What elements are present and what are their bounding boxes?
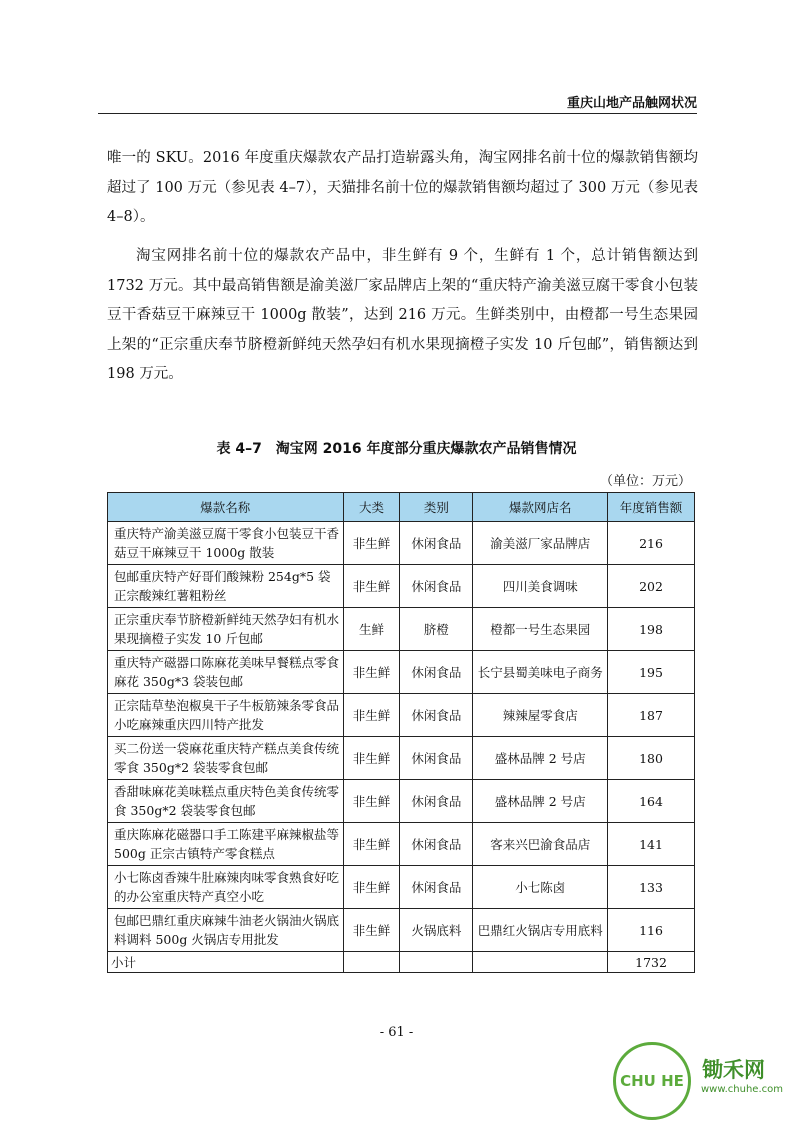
col-header-category: 类别 [400, 493, 473, 522]
cell-shop: 客来兴巴渝食品店 [473, 823, 608, 866]
cell-shop: 长宁县蜀美味电子商务 [473, 651, 608, 694]
cell-category: 休闲食品 [400, 780, 473, 823]
cell-shop: 盛林品牌 2 号店 [473, 737, 608, 780]
cell-sales: 198 [608, 608, 695, 651]
table-row [108, 823, 695, 866]
table-row [108, 866, 695, 909]
cell-major: 非生鲜 [343, 780, 400, 823]
cell-shop: 辣辣屋零食店 [473, 694, 608, 737]
cell-sales: 187 [608, 694, 695, 737]
subtotal-label: 小计 [108, 952, 344, 973]
table-row [108, 780, 695, 823]
cell-sales: 116 [608, 909, 695, 952]
cell-name: 小七陈卤香辣牛肚麻辣肉味零食熟食好吃的办公室重庆特产真空小吃 [108, 866, 344, 909]
paragraph-2 [107, 242, 698, 390]
subtotal-empty-2 [400, 952, 473, 973]
cell-major: 非生鲜 [343, 823, 400, 866]
cell-name: 重庆特产磁器口陈麻花美味早餐糕点零食麻花 350g*3 袋装包邮 [108, 651, 344, 694]
cell-category: 休闲食品 [400, 522, 473, 565]
subtotal-empty-1 [343, 952, 400, 973]
header-divider [98, 113, 697, 114]
table-row [108, 565, 695, 608]
chuhe-logo [613, 1042, 691, 1120]
brand-url: www.chuhe.com [701, 1084, 783, 1095]
col-header-sales: 年度销售额 [608, 493, 695, 522]
cell-shop: 巴鼎红火锅店专用底料 [473, 909, 608, 952]
cell-category: 休闲食品 [400, 565, 473, 608]
cell-category: 休闲食品 [400, 823, 473, 866]
cell-major: 非生鲜 [343, 565, 400, 608]
cell-name: 正宗重庆奉节脐橙新鲜纯天然孕妇有机水果现摘橙子实发 10 斤包邮 [108, 608, 344, 651]
paragraph-2-text: 淘宝网排名前十位的爆款农产品中，非生鲜有 9 个，生鲜有 1 个，总计销售额达到 1732 万元。其中最高销售额是渝美滋厂家品牌店上架的“重庆特产渝美滋豆腐干零食小包装豆干香菇豆干麻辣豆干 1000g 散装”，达到 216 万元。生鲜类别中，由橙都一号生态果园上架的“正宗重庆奉节脐橙新鲜纯天然孕妇有机水果现摘橙子实发 10 斤包邮”，销售额达到 198 万元。 [107, 248, 698, 382]
cell-name: 包邮巴鼎红重庆麻辣牛油老火锅油火锅底料调料 500g 火锅店专用批发 [108, 909, 344, 952]
table-row [108, 909, 695, 952]
chuhe-logo-mark: CHU HE [620, 1072, 684, 1090]
brand-name: 锄禾网 [702, 1058, 765, 1082]
cell-sales: 202 [608, 565, 695, 608]
cell-sales: 141 [608, 823, 695, 866]
col-header-major: 大类 [343, 493, 400, 522]
table-title: 表 4–7 淘宝网 2016 年度部分重庆爆款农产品销售情况 [216, 441, 577, 457]
cell-major: 非生鲜 [343, 522, 400, 565]
cell-category: 脐橙 [400, 608, 473, 651]
cell-name: 重庆特产渝美滋豆腐干零食小包装豆干香菇豆干麻辣豆干 1000g 散装 [108, 522, 344, 565]
sales-table [107, 492, 695, 973]
cell-category: 休闲食品 [400, 737, 473, 780]
cell-sales: 164 [608, 780, 695, 823]
cell-name: 重庆陈麻花磁器口手工陈建平麻辣椒盐等 500g 正宗古镇特产零食糕点 [108, 823, 344, 866]
table-row [108, 522, 695, 565]
table-row [108, 737, 695, 780]
cell-category: 休闲食品 [400, 694, 473, 737]
page-number: - 61 - [379, 1025, 414, 1040]
cell-major: 非生鲜 [343, 909, 400, 952]
cell-name: 包邮重庆特产好哥们酸辣粉 254g*5 袋正宗酸辣红薯粗粉丝 [108, 565, 344, 608]
cell-sales: 133 [608, 866, 695, 909]
subtotal-empty-3 [473, 952, 608, 973]
cell-name: 正宗陆草垫泡椒臭干子牛板筋辣条零食品小吃麻辣重庆四川特产批发 [108, 694, 344, 737]
subtotal-row [108, 952, 695, 973]
table-row [108, 651, 695, 694]
cell-category: 休闲食品 [400, 866, 473, 909]
paragraph-1 [107, 144, 698, 233]
subtotal-value: 1732 [608, 952, 695, 973]
cell-shop: 橙都一号生态果园 [473, 608, 608, 651]
cell-shop: 盛林品牌 2 号店 [473, 780, 608, 823]
cell-major: 非生鲜 [343, 651, 400, 694]
cell-major: 生鲜 [343, 608, 400, 651]
cell-major: 非生鲜 [343, 866, 400, 909]
cell-category: 火锅底料 [400, 909, 473, 952]
table-header-row [108, 493, 695, 522]
col-header-shop: 爆款网店名 [473, 493, 608, 522]
table-unit: （单位：万元） [599, 474, 691, 489]
paragraph-1-text: 唯一的 SKU。2016 年度重庆爆款农产品打造崭露头角，淘宝网排名前十位的爆款销售额均超过了 100 万元（参见表 4–7），天猫排名前十位的爆款销售额均超过了 300 万元（参见表 4–8）。 [107, 150, 698, 225]
cell-shop: 小七陈卤 [473, 866, 608, 909]
cell-shop: 渝美滋厂家品牌店 [473, 522, 608, 565]
cell-category: 休闲食品 [400, 651, 473, 694]
cell-sales: 180 [608, 737, 695, 780]
running-header-title: 重庆山地产品触网状况 [566, 96, 697, 111]
col-header-name: 爆款名称 [108, 493, 344, 522]
cell-sales: 216 [608, 522, 695, 565]
cell-name: 买二份送一袋麻花重庆特产糕点美食传统零食 350g*2 袋装零食包邮 [108, 737, 344, 780]
table-row [108, 694, 695, 737]
cell-major: 非生鲜 [343, 694, 400, 737]
cell-shop: 四川美食调味 [473, 565, 608, 608]
cell-sales: 195 [608, 651, 695, 694]
table-row [108, 608, 695, 651]
cell-major: 非生鲜 [343, 737, 400, 780]
cell-name: 香甜味麻花美味糕点重庆特色美食传统零食 350g*2 袋装零食包邮 [108, 780, 344, 823]
